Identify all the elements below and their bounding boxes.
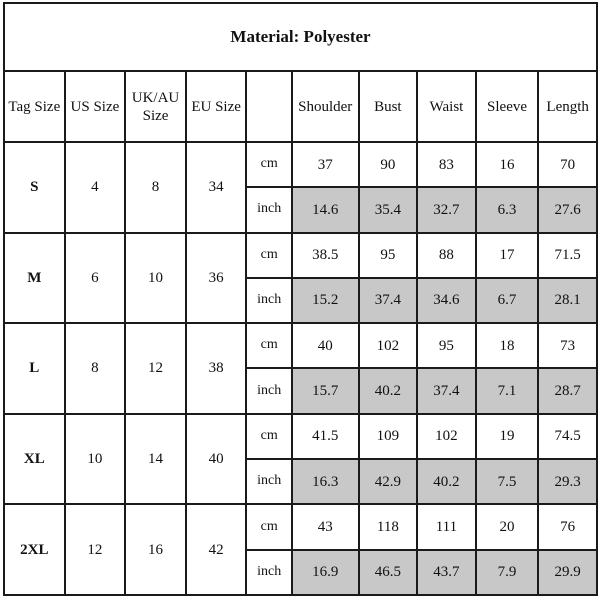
eu-size-cell: 40 bbox=[186, 414, 247, 505]
header-eu-size: EU Size bbox=[186, 71, 247, 141]
length-cm-cell: 70 bbox=[538, 142, 597, 187]
header-us-size: US Size bbox=[65, 71, 126, 141]
table-row-m-cm bbox=[4, 233, 597, 278]
shoulder-inch-cell: 16.3 bbox=[292, 459, 359, 504]
length-inch-cell: 28.7 bbox=[538, 368, 597, 413]
eu-size-cell: 36 bbox=[186, 233, 247, 324]
tag-size-cell: M bbox=[4, 233, 65, 324]
sleeve-cm-cell: 19 bbox=[476, 414, 539, 459]
shoulder-inch-cell: 15.2 bbox=[292, 278, 359, 323]
table-row-s-cm bbox=[4, 142, 597, 187]
length-inch-cell: 27.6 bbox=[538, 187, 597, 232]
shoulder-cm-cell: 37 bbox=[292, 142, 359, 187]
bust-inch-cell: 46.5 bbox=[359, 550, 418, 595]
unit-label: cm bbox=[246, 504, 291, 549]
sleeve-inch-cell: 6.7 bbox=[476, 278, 539, 323]
shoulder-cm-cell: 43 bbox=[292, 504, 359, 549]
bust-cm-cell: 118 bbox=[359, 504, 418, 549]
unit-label: cm bbox=[246, 414, 291, 459]
unit-label: cm bbox=[246, 323, 291, 368]
us-size-cell: 10 bbox=[65, 414, 126, 505]
waist-cm-cell: 88 bbox=[417, 233, 476, 278]
sleeve-cm-cell: 16 bbox=[476, 142, 539, 187]
table-row-xl-cm bbox=[4, 414, 597, 459]
sleeve-cm-cell: 18 bbox=[476, 323, 539, 368]
bust-inch-cell: 37.4 bbox=[359, 278, 418, 323]
us-size-cell: 4 bbox=[65, 142, 126, 233]
header-waist: Waist bbox=[417, 71, 476, 141]
waist-cm-cell: 111 bbox=[417, 504, 476, 549]
sleeve-inch-cell: 7.5 bbox=[476, 459, 539, 504]
unit-label: inch bbox=[246, 187, 291, 232]
header-sleeve: Sleeve bbox=[476, 71, 539, 141]
table-row-2xl-cm bbox=[4, 504, 597, 549]
header-unit bbox=[246, 71, 291, 141]
waist-inch-cell: 40.2 bbox=[417, 459, 476, 504]
length-cm-cell: 71.5 bbox=[538, 233, 597, 278]
sleeve-inch-cell: 7.9 bbox=[476, 550, 539, 595]
uk-au-size-cell: 10 bbox=[125, 233, 186, 324]
table-row-l-cm bbox=[4, 323, 597, 368]
unit-label: inch bbox=[246, 368, 291, 413]
bust-cm-cell: 109 bbox=[359, 414, 418, 459]
header-row bbox=[4, 71, 597, 141]
length-cm-cell: 73 bbox=[538, 323, 597, 368]
bust-inch-cell: 35.4 bbox=[359, 187, 418, 232]
length-cm-cell: 76 bbox=[538, 504, 597, 549]
us-size-cell: 6 bbox=[65, 233, 126, 324]
tag-size-cell: S bbox=[4, 142, 65, 233]
uk-au-size-cell: 16 bbox=[125, 504, 186, 595]
waist-inch-cell: 43.7 bbox=[417, 550, 476, 595]
shoulder-cm-cell: 41.5 bbox=[292, 414, 359, 459]
length-cm-cell: 74.5 bbox=[538, 414, 597, 459]
header-bust: Bust bbox=[359, 71, 418, 141]
bust-inch-cell: 40.2 bbox=[359, 368, 418, 413]
shoulder-inch-cell: 14.6 bbox=[292, 187, 359, 232]
eu-size-cell: 34 bbox=[186, 142, 247, 233]
waist-cm-cell: 95 bbox=[417, 323, 476, 368]
shoulder-inch-cell: 15.7 bbox=[292, 368, 359, 413]
header-uk-au-size: UK/AU Size bbox=[125, 71, 186, 141]
sleeve-cm-cell: 17 bbox=[476, 233, 539, 278]
header-length: Length bbox=[538, 71, 597, 141]
unit-label: inch bbox=[246, 459, 291, 504]
tag-size-cell: XL bbox=[4, 414, 65, 505]
header-shoulder: Shoulder bbox=[292, 71, 359, 141]
uk-au-size-cell: 12 bbox=[125, 323, 186, 414]
waist-inch-cell: 34.6 bbox=[417, 278, 476, 323]
bust-cm-cell: 95 bbox=[359, 233, 418, 278]
eu-size-cell: 38 bbox=[186, 323, 247, 414]
waist-inch-cell: 32.7 bbox=[417, 187, 476, 232]
bust-cm-cell: 90 bbox=[359, 142, 418, 187]
unit-label: inch bbox=[246, 278, 291, 323]
shoulder-inch-cell: 16.9 bbox=[292, 550, 359, 595]
unit-label: inch bbox=[246, 550, 291, 595]
uk-au-size-cell: 8 bbox=[125, 142, 186, 233]
tag-size-cell: L bbox=[4, 323, 65, 414]
length-inch-cell: 29.3 bbox=[538, 459, 597, 504]
table-title: Material: Polyester bbox=[4, 3, 597, 71]
shoulder-cm-cell: 38.5 bbox=[292, 233, 359, 278]
title-row bbox=[4, 3, 597, 71]
bust-inch-cell: 42.9 bbox=[359, 459, 418, 504]
size-chart-table bbox=[3, 2, 598, 596]
unit-label: cm bbox=[246, 142, 291, 187]
eu-size-cell: 42 bbox=[186, 504, 247, 595]
header-tag-size: Tag Size bbox=[4, 71, 65, 141]
uk-au-size-cell: 14 bbox=[125, 414, 186, 505]
shoulder-cm-cell: 40 bbox=[292, 323, 359, 368]
us-size-cell: 8 bbox=[65, 323, 126, 414]
sleeve-inch-cell: 7.1 bbox=[476, 368, 539, 413]
unit-label: cm bbox=[246, 233, 291, 278]
sleeve-cm-cell: 20 bbox=[476, 504, 539, 549]
sleeve-inch-cell: 6.3 bbox=[476, 187, 539, 232]
waist-cm-cell: 102 bbox=[417, 414, 476, 459]
bust-cm-cell: 102 bbox=[359, 323, 418, 368]
tag-size-cell: 2XL bbox=[4, 504, 65, 595]
waist-inch-cell: 37.4 bbox=[417, 368, 476, 413]
length-inch-cell: 29.9 bbox=[538, 550, 597, 595]
length-inch-cell: 28.1 bbox=[538, 278, 597, 323]
us-size-cell: 12 bbox=[65, 504, 126, 595]
waist-cm-cell: 83 bbox=[417, 142, 476, 187]
